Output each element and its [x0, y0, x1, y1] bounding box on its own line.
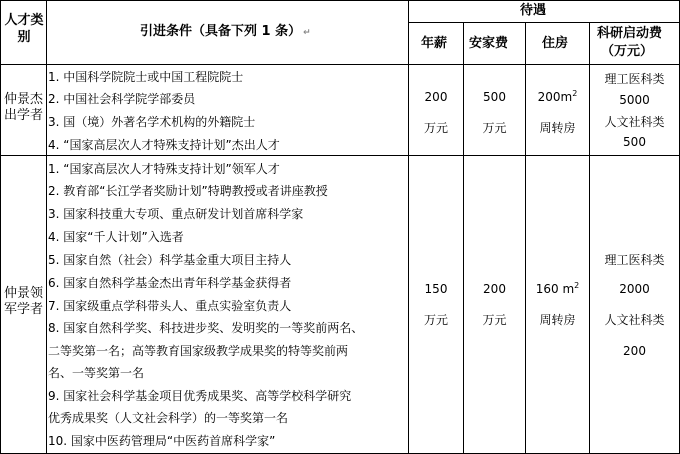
header-salary: 年薪	[421, 36, 448, 51]
header-research-fund-line1: 科研启动费	[597, 26, 663, 41]
row2-housing-area-sup: 2	[574, 281, 580, 290]
row2-housing-area-num: 160 m	[535, 282, 575, 296]
row2-condition-6: 6. 国家自然科学基金杰出青年科学基金获得者	[48, 276, 292, 290]
grid-line	[0, 0, 1, 454]
header-housing-fee: 安家费	[469, 36, 509, 51]
row2-condition-9b: 优秀成果奖（人文社会科学）的一等奖第一名	[48, 411, 289, 425]
row1-category	[4, 92, 43, 124]
row2-research-sci-label: 理工医科类	[604, 253, 665, 267]
row1-research-sci-value: 5000	[619, 93, 650, 107]
header-conditions-text: 引进条件（具备下列 1 条）	[140, 24, 302, 39]
grid-line	[408, 0, 409, 454]
grid-line	[408, 22, 680, 23]
row1-condition-4: 4. “国家高层次人才特殊支持计划”杰出人才	[48, 138, 280, 152]
row2-fee-value: 200	[483, 282, 506, 296]
row2-research-hum-value: 200	[623, 344, 646, 358]
grid-line	[589, 22, 590, 454]
grid-line	[0, 155, 680, 156]
row1-condition-3: 3. 国（境）外著名学术机构的外籍院士	[48, 115, 256, 129]
row2-condition-9a: 9. 国家社会科学基金项目优秀成果奖、高等学校科学研究	[48, 389, 352, 403]
row2-housing-type: 周转房	[539, 313, 576, 327]
row2-research-hum-label: 人文社科类	[604, 313, 665, 327]
header-talent-text: 人才类别	[4, 13, 44, 45]
row1-salary-value: 200	[424, 90, 448, 104]
row2-condition-8c: 名、一等奖第一名	[48, 366, 145, 380]
row2-fee-unit: 万元	[482, 313, 507, 327]
row1-housing-type: 周转房	[539, 121, 576, 135]
row2-condition-7: 7. 国家级重点学科带头人、重点实验室负责人	[48, 299, 292, 313]
row1-housing-area-num: 200m	[537, 90, 573, 104]
row1-housing-area	[526, 90, 589, 104]
row2-condition-3: 3. 国家科技重大专项、重点研发计划首席科学家	[48, 207, 304, 221]
grid-line	[463, 22, 464, 454]
row2-research-sci-value: 2000	[619, 282, 650, 296]
row1-fee-value: 500	[483, 90, 506, 104]
row1-category-line1: 仲景杰	[4, 92, 44, 107]
grid-line	[46, 0, 47, 454]
row1-housing-area-sup: 2	[572, 89, 578, 98]
row1-salary-unit: 万元	[423, 121, 448, 135]
row2-category	[4, 286, 43, 318]
row2-condition-1: 1. “国家高层次人才特殊支持计划”领军人才	[48, 162, 280, 176]
grid-line	[0, 0, 680, 1]
header-talent-category	[4, 12, 44, 46]
row2-condition-2: 2. 教育部“长江学者奖励计划”特聘教授或者讲座教授	[48, 184, 328, 198]
header-research-fund-line2: （万元）	[601, 44, 654, 59]
row2-condition-10: 10. 国家中医药管理局“中医药首席科学家”	[48, 434, 276, 448]
row2-category-line1: 仲景领	[4, 286, 44, 301]
row2-salary-unit: 万元	[423, 313, 448, 327]
row1-research-hum-value: 500	[623, 135, 646, 149]
row1-category-line2: 出学者	[4, 108, 44, 123]
row1-condition-1: 1. 中国科学院院士或中国工程院院士	[48, 70, 244, 84]
header-treatment: 待遇	[520, 3, 547, 18]
row2-condition-8a: 8. 国家自然科学奖、科技进步奖、发明奖的一等奖前两名、	[48, 321, 364, 335]
row2-housing-area	[526, 282, 589, 296]
grid-line	[525, 22, 526, 454]
row1-condition-2: 2. 中国社会科学院学部委员	[48, 92, 196, 106]
row2-condition-4: 4. 国家“千人计划”入选者	[48, 230, 184, 244]
row1-fee-unit: 万元	[482, 121, 507, 135]
header-housing: 住房	[542, 36, 569, 51]
row2-condition-5: 5. 国家自然（社会）科学基金重大项目主持人	[48, 253, 292, 267]
row2-condition-8b: 二等奖第一名；高等教育国家级教学成果奖的特等奖前两	[48, 344, 349, 358]
row2-salary-value: 150	[424, 282, 448, 296]
header-conditions: 引进条件（具备下列 1 条） ↵	[140, 24, 311, 39]
row1-research-hum-label: 人文社科类	[604, 115, 665, 129]
grid-line	[0, 64, 680, 65]
row1-research-sci-label: 理工医科类	[604, 72, 665, 86]
row2-category-line2: 军学者	[4, 302, 44, 317]
